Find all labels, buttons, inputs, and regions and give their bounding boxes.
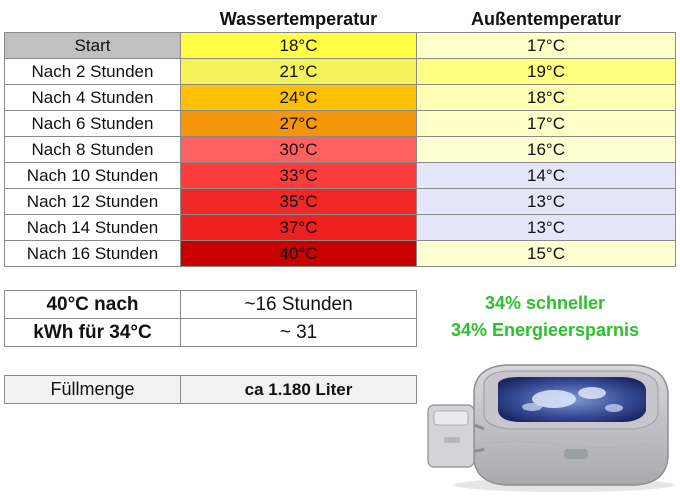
summary-label: kWh für 34°C bbox=[5, 319, 181, 347]
water-temp-cell: 35°C bbox=[181, 189, 417, 215]
water-temp-cell: 37°C bbox=[181, 215, 417, 241]
row-label: Nach 14 Stunden bbox=[5, 215, 181, 241]
row-label: Nach 4 Stunden bbox=[5, 85, 181, 111]
summary-value: ~16 Stunden bbox=[181, 291, 417, 319]
row-label: Nach 16 Stunden bbox=[5, 241, 181, 267]
summary-table bbox=[4, 290, 417, 347]
table-row bbox=[5, 111, 676, 137]
row-label: Start bbox=[5, 33, 181, 59]
table-row bbox=[5, 241, 676, 267]
water-temp-cell: 40°C bbox=[181, 241, 417, 267]
outside-temp-cell: 16°C bbox=[417, 137, 676, 163]
table-row bbox=[5, 33, 676, 59]
outside-temp-cell: 18°C bbox=[417, 85, 676, 111]
water-temp-cell: 27°C bbox=[181, 111, 417, 137]
hot-tub-icon bbox=[414, 353, 678, 493]
table-row bbox=[5, 163, 676, 189]
table-row bbox=[5, 59, 676, 85]
table-row bbox=[5, 137, 676, 163]
table-row bbox=[5, 189, 676, 215]
promo-energy-saving: 34% Energieersparnis bbox=[450, 320, 640, 340]
promo-faster: 34% schneller bbox=[484, 293, 606, 313]
table-row bbox=[5, 85, 676, 111]
row-label: Nach 6 Stunden bbox=[5, 111, 181, 137]
summary-label: 40°C nach bbox=[5, 291, 181, 319]
header-blank bbox=[5, 7, 181, 33]
water-temp-cell: 30°C bbox=[181, 137, 417, 163]
table-header-row bbox=[5, 7, 676, 33]
outside-temp-cell: 17°C bbox=[417, 33, 676, 59]
row-label: Nach 12 Stunden bbox=[5, 189, 181, 215]
header-water-temp: Wassertemperatur bbox=[181, 7, 417, 33]
summary-row bbox=[5, 291, 417, 319]
row-label: Nach 8 Stunden bbox=[5, 137, 181, 163]
temperature-table bbox=[4, 7, 676, 267]
fill-label: Füllmenge bbox=[5, 376, 181, 404]
water-temp-cell: 18°C bbox=[181, 33, 417, 59]
row-label: Nach 2 Stunden bbox=[5, 59, 181, 85]
row-label: Nach 10 Stunden bbox=[5, 163, 181, 189]
table-row bbox=[5, 215, 676, 241]
header-outside-temp: Außentemperatur bbox=[417, 7, 676, 33]
fill-row bbox=[5, 376, 417, 404]
summary-row bbox=[5, 319, 417, 347]
fill-table bbox=[4, 375, 417, 404]
outside-temp-cell: 13°C bbox=[417, 215, 676, 241]
outside-temp-cell: 13°C bbox=[417, 189, 676, 215]
outside-temp-cell: 17°C bbox=[417, 111, 676, 137]
water-temp-cell: 21°C bbox=[181, 59, 417, 85]
water-temp-cell: 24°C bbox=[181, 85, 417, 111]
fill-value: ca 1.180 Liter bbox=[181, 376, 417, 404]
summary-value: ~ 31 bbox=[181, 319, 417, 347]
outside-temp-cell: 19°C bbox=[417, 59, 676, 85]
outside-temp-cell: 15°C bbox=[417, 241, 676, 267]
water-temp-cell: 33°C bbox=[181, 163, 417, 189]
outside-temp-cell: 14°C bbox=[417, 163, 676, 189]
